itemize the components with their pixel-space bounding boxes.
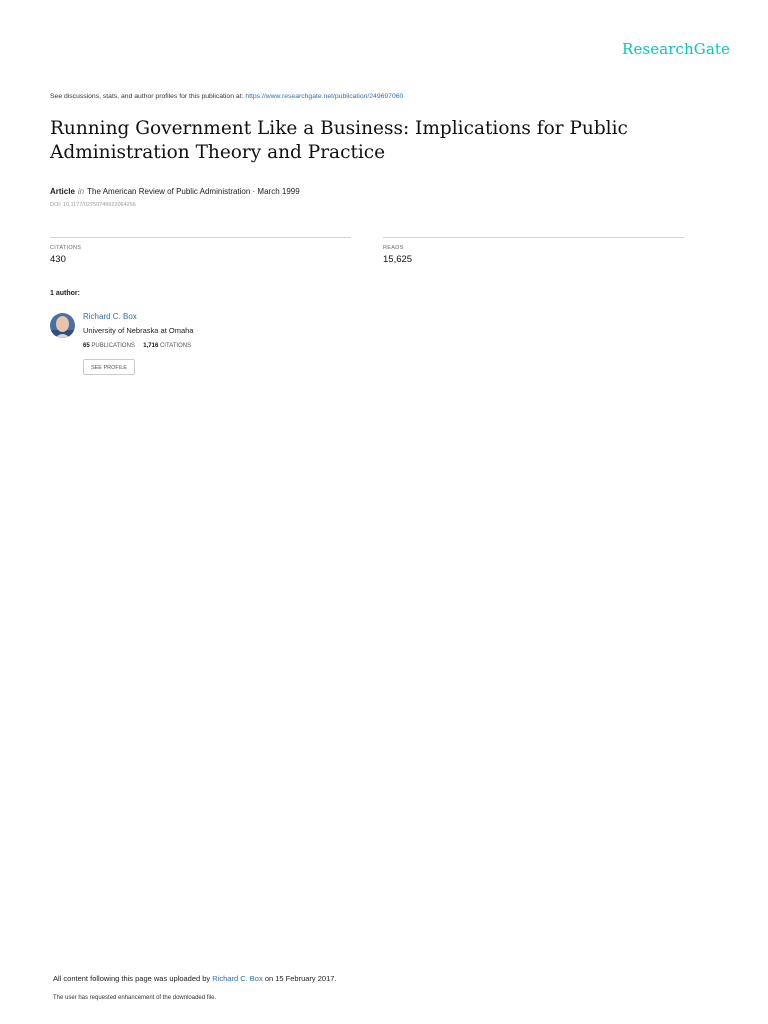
paper-doi: DOI: 10.1177/02750749922064256 bbox=[50, 202, 136, 208]
paper-title: Running Government Like a Business: Implications for Public Administration Theory and Practice bbox=[50, 118, 628, 163]
paper-meta bbox=[50, 187, 300, 196]
reads-label: READS bbox=[383, 245, 404, 251]
discussion-text: See discussions, stats, and author profiles for this publication at: bbox=[50, 93, 244, 100]
author-citations-count: 1,716 bbox=[143, 343, 159, 349]
upload-suffix: on 15 February 2017. bbox=[264, 974, 337, 983]
publication-link[interactable]: https://www.researchgate.net/publication/249697060 bbox=[245, 93, 404, 100]
author-avatar[interactable] bbox=[50, 313, 75, 338]
author-name-link[interactable]: Richard C. Box bbox=[83, 312, 137, 321]
citations-stat bbox=[50, 237, 351, 265]
citations-label: CITATIONS bbox=[50, 245, 82, 251]
authors-heading: 1 author: bbox=[50, 290, 80, 297]
enhancement-note: The user has requested enhancement of the downloaded file. bbox=[53, 995, 217, 1001]
upload-prefix: All content following this page was uploaded by bbox=[53, 974, 211, 983]
uploader-link[interactable]: Richard C. Box bbox=[212, 974, 263, 983]
reads-stat bbox=[383, 237, 684, 265]
upload-notice bbox=[53, 974, 337, 983]
paper-type: Article bbox=[50, 187, 75, 196]
paper-venue-date: The American Review of Public Administration · March 1999 bbox=[87, 187, 300, 196]
author-institution: University of Nebraska at Omaha bbox=[83, 326, 194, 335]
discussion-line bbox=[50, 93, 403, 100]
author-stats bbox=[83, 343, 191, 349]
author-photo-icon bbox=[50, 313, 75, 338]
in-word: in bbox=[77, 187, 85, 196]
researchgate-logo[interactable]: ResearchGate bbox=[622, 40, 730, 58]
reads-value: 15,625 bbox=[383, 254, 413, 265]
see-profile-button[interactable]: SEE PROFILE bbox=[83, 359, 135, 375]
citations-value: 430 bbox=[50, 254, 66, 265]
author-citations-label: CITATIONS bbox=[159, 343, 192, 349]
author-publications-label: PUBLICATIONS bbox=[91, 343, 135, 349]
author-publications-count: 65 bbox=[83, 343, 90, 349]
